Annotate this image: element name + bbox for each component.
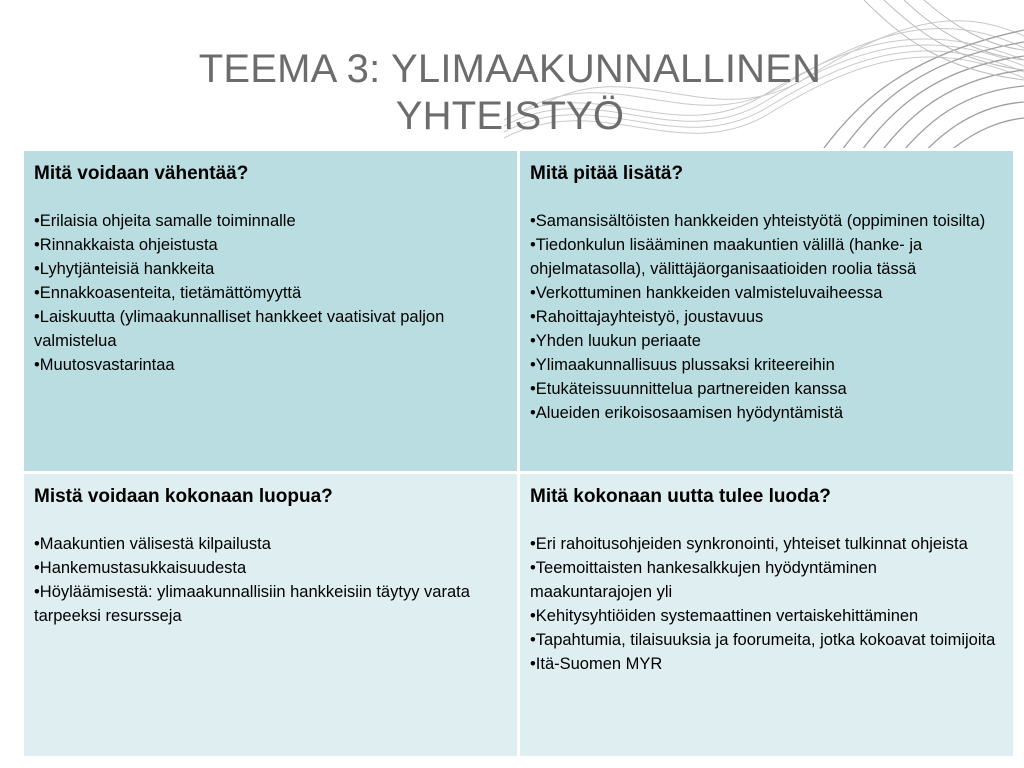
quadrant-reduce	[23, 150, 519, 473]
quadrant-add	[519, 150, 1015, 473]
quadrant-list	[34, 532, 507, 628]
table-row	[23, 473, 1015, 758]
list-item: •Eri rahoitusohjeiden synkronointi, yhteiset tulkinnat ohjeista	[530, 535, 968, 553]
title-line-1: TEEMA 3: YLIMAAKUNNALLINEN	[198, 47, 822, 91]
quadrant-list	[530, 209, 1003, 425]
list-item: •Kehitysyhtiöiden systemaattinen vertaiskehittäminen	[530, 607, 919, 625]
table-row	[23, 150, 1015, 473]
list-item: •Lyhytjänteisiä hankkeita	[34, 260, 215, 278]
list-item: •Ennakkoasenteita, tietämättömyyttä	[34, 284, 302, 302]
slide-title	[150, 46, 870, 140]
list-item: •Laiskuutta (ylimaakunnalliset hankkeet vaatisivat paljon valmistelua	[34, 308, 445, 350]
quadrant-heading: Mitä voidaan vähentää?	[34, 163, 249, 184]
quadrant-heading: Mistä voidaan kokonaan luopua?	[34, 486, 333, 507]
quadrant-list	[530, 532, 1003, 676]
quadrant-heading: Mitä kokonaan uutta tulee luoda?	[530, 486, 831, 507]
list-item: •Ylimaakunnallisuus plussaksi kriteereihin	[530, 356, 835, 374]
list-item: •Samansisältöisten hankkeiden yhteistyötä (oppiminen toisilta)	[530, 212, 986, 230]
list-item: •Rinnakkaista ohjeistusta	[34, 236, 218, 254]
list-item: •Erilaisia ohjeita samalle toiminnalle	[34, 212, 296, 230]
list-item: •Teemoittaisten hankesalkkujen hyödyntäminen maakuntarajojen yli	[530, 559, 877, 601]
list-item: •Alueiden erikoisosaamisen hyödyntämistä	[530, 404, 844, 422]
list-item: •Rahoittajayhteistyö, joustavuus	[530, 308, 764, 326]
swot-table	[21, 148, 1016, 759]
list-item: •Muutosvastarintaa	[34, 356, 175, 374]
list-item: •Etukäteissuunnittelua partnereiden kanssa	[530, 380, 847, 398]
list-item: •Maakuntien välisestä kilpailusta	[34, 535, 271, 553]
quadrant-heading: Mitä pitää lisätä?	[530, 163, 684, 184]
title-line-2: YHTEISTYÖ	[395, 94, 625, 138]
quadrant-drop	[23, 473, 519, 758]
list-item: •Itä-Suomen MYR	[530, 655, 663, 673]
list-item: •Verkottuminen hankkeiden valmisteluvaiheessa	[530, 284, 883, 302]
quadrant-list	[34, 209, 507, 377]
list-item: •Hankemustasukkaisuudesta	[34, 559, 247, 577]
list-item: •Tiedonkulun lisääminen maakuntien välillä (hanke- ja ohjelmatasolla), välittäjäorganisaatioiden roolia tässä	[530, 236, 923, 278]
quadrant-create	[519, 473, 1015, 758]
list-item: •Yhden luukun periaate	[530, 332, 701, 350]
list-item: •Höyläämisestä: ylimaakunnallisiin hankkeisiin täytyy varata tarpeeksi resursseja	[34, 583, 470, 625]
list-item: •Tapahtumia, tilaisuuksia ja foorumeita, jotka kokoavat toimijoita	[530, 631, 996, 649]
